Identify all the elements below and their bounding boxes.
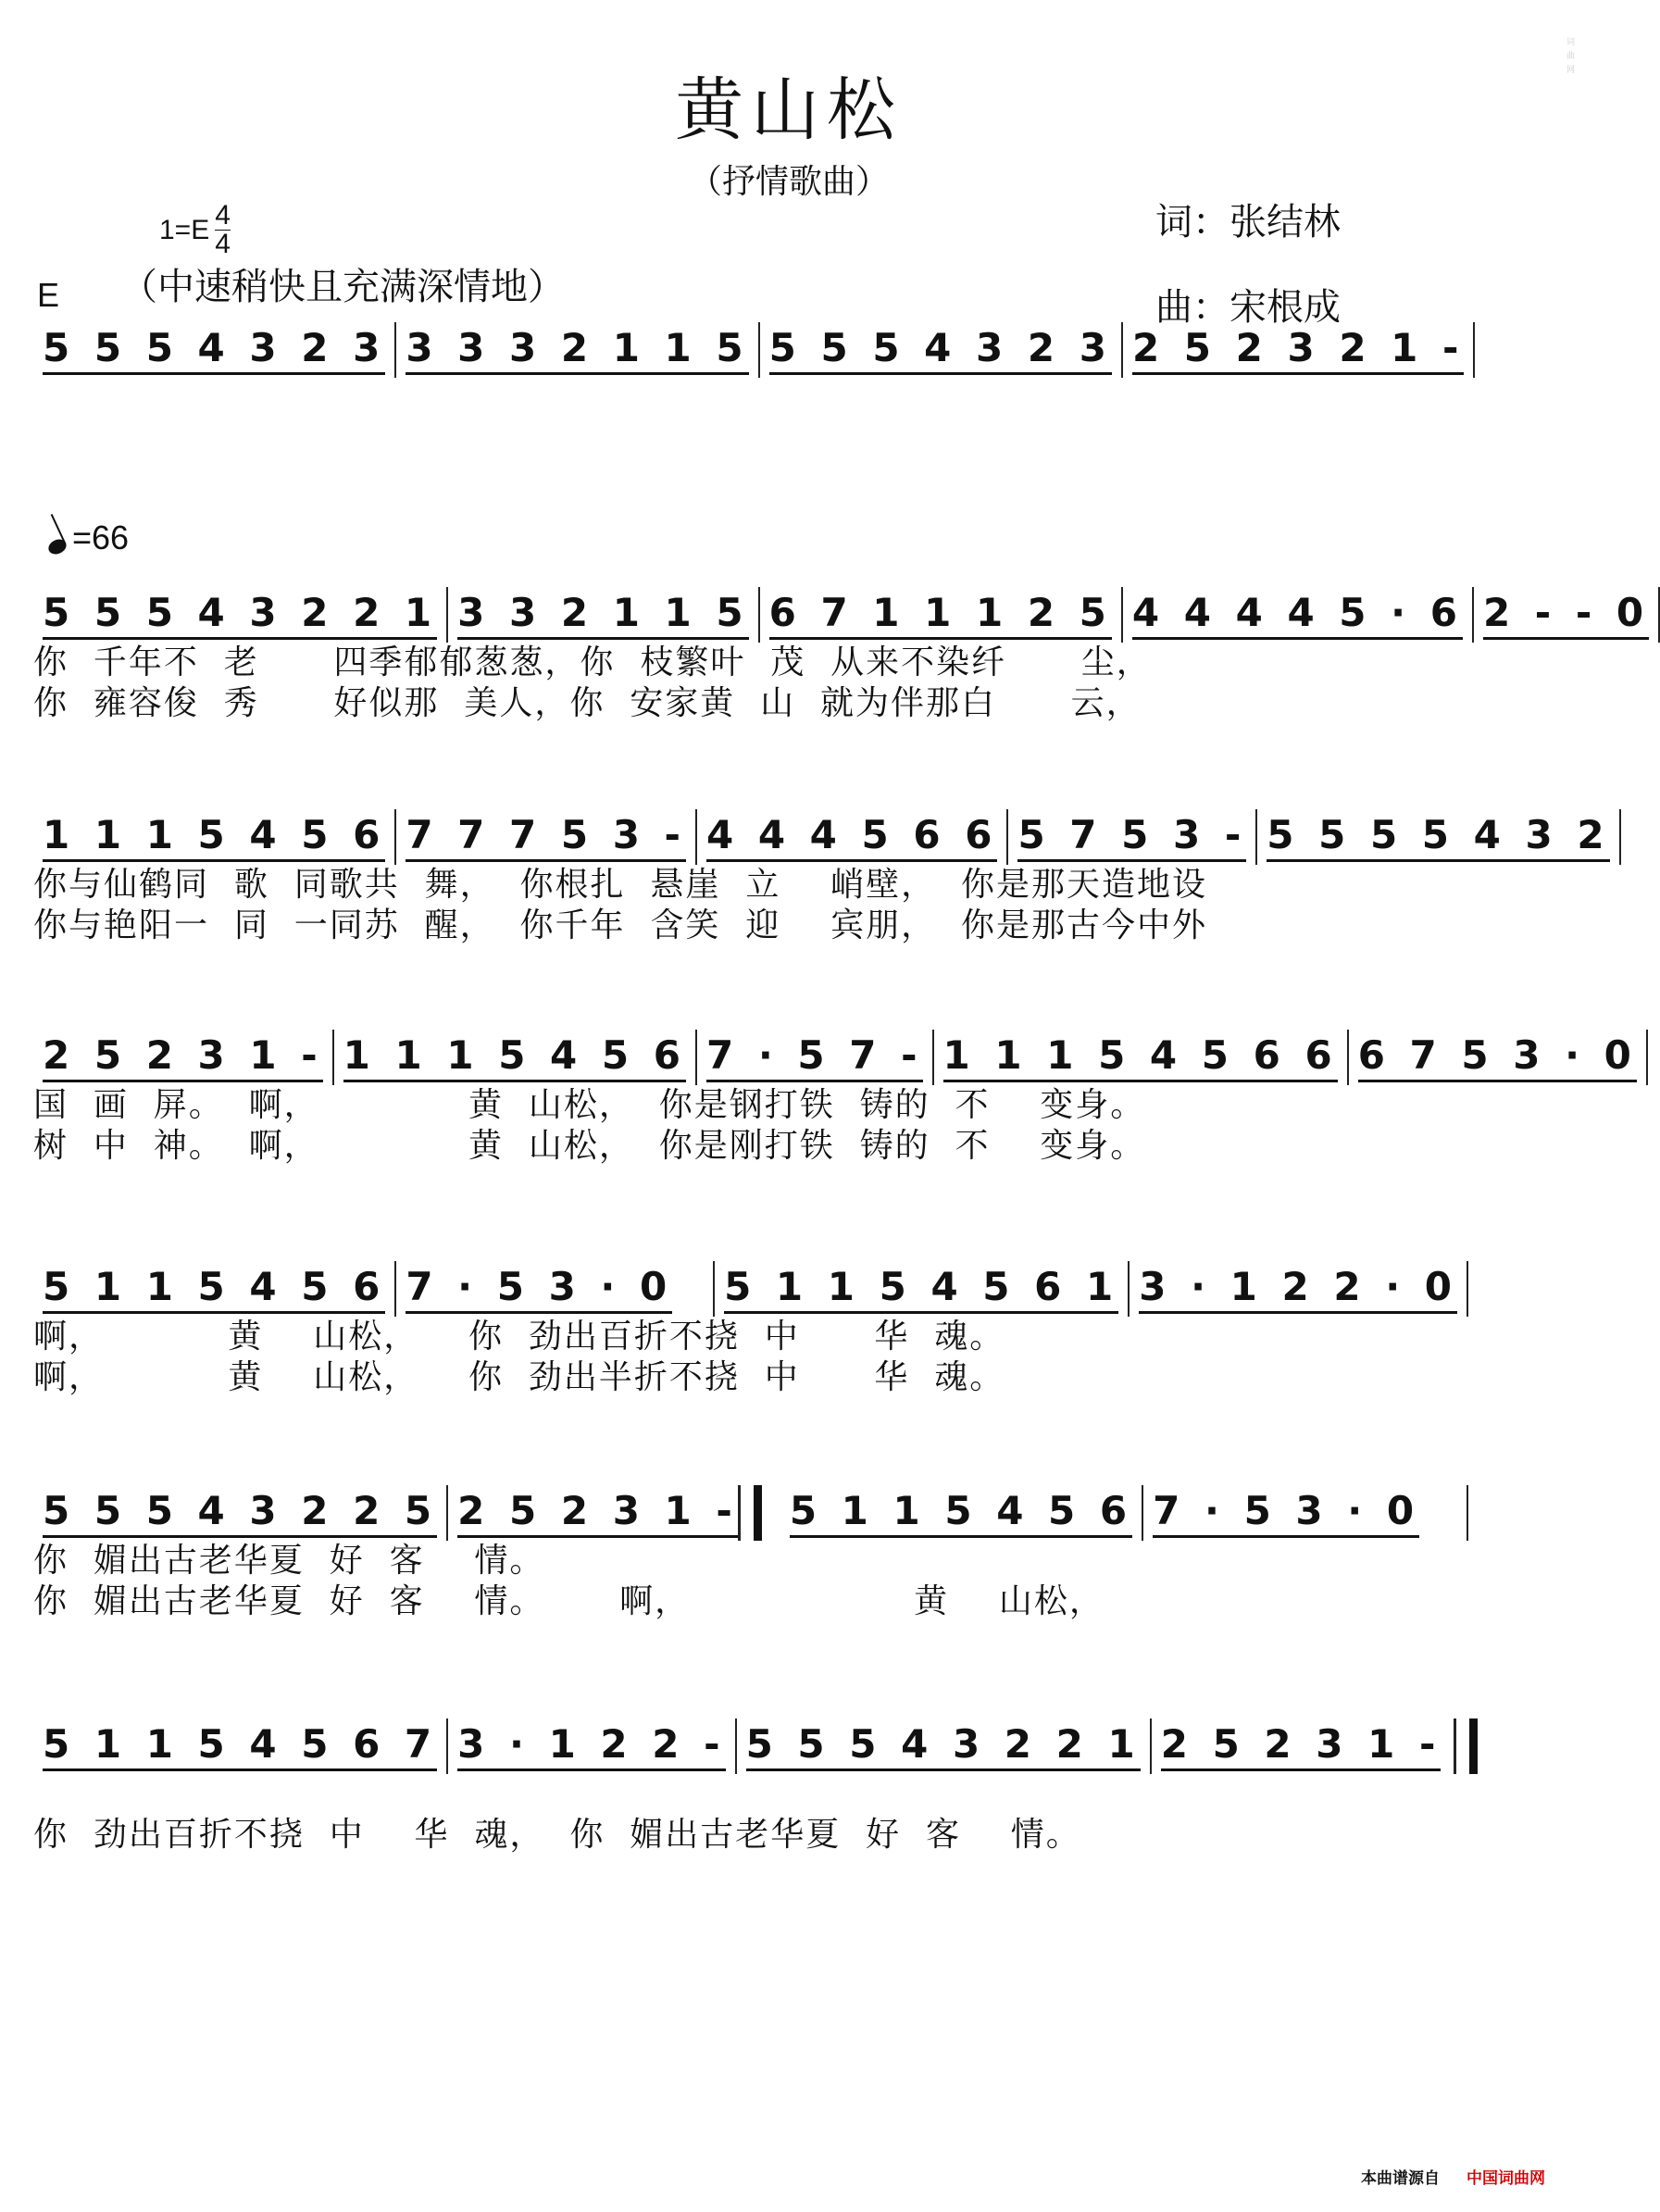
key-prefix: 1=E — [159, 214, 210, 245]
measure-notes: 7 7 7 5 3 - — [406, 812, 686, 862]
measure — [1143, 1485, 1468, 1541]
measure-notes: 1 1 1 5 4 5 6 — [43, 812, 385, 862]
measure-notes: 5 5 5 4 3 2 3 — [43, 325, 385, 375]
notation-line — [33, 587, 1650, 643]
system-1 — [33, 322, 1468, 378]
measure — [715, 1261, 1130, 1317]
lyric-verse-2: 你与艳阳一 同 一同苏 醒， 你千年 含笑 迎 宾朋， 你是那古今中外 — [33, 906, 1207, 944]
lyric-verse-1: 你 媚出古老华夏 好 客 情。 — [33, 1542, 545, 1580]
measure — [334, 1030, 697, 1085]
measure-notes: 2 5 2 3 1 - — [43, 1032, 323, 1082]
notation-line — [33, 1485, 1468, 1541]
lyric-verse-1: 国 画 屏。 啊， 黄 山松， 你是钢打铁 铸的 不 变身。 — [33, 1086, 1146, 1124]
time-numerator: 4 — [215, 200, 231, 231]
measure — [1349, 1030, 1648, 1085]
measure-notes: 5 7 5 3 - — [1017, 812, 1246, 862]
measure-notes: 1 1 1 5 4 5 6 6 — [943, 1032, 1338, 1082]
measure — [934, 1030, 1349, 1085]
measure-notes: 3 3 3 2 1 1 5 — [406, 325, 748, 375]
measure — [760, 587, 1123, 643]
side-watermark: 词曲网 — [1565, 37, 1574, 79]
measure-notes: 3 · 1 2 2 - — [457, 1721, 725, 1771]
measure-notes: 6 7 1 1 1 2 5 — [769, 590, 1112, 640]
system-7 — [33, 1718, 1468, 1856]
measure-notes: 5 5 5 4 3 2 3 — [769, 325, 1112, 375]
system-6 — [33, 1485, 1468, 1622]
measure — [33, 1485, 448, 1541]
system-3 — [33, 809, 1610, 946]
measure — [1123, 322, 1476, 378]
measure-notes: 2 - - 0 — [1483, 590, 1649, 640]
measure-notes: 7 · 5 3 · 0 — [406, 1264, 672, 1314]
lyric-verse-1: 你 千年不 老 四季郁郁葱葱，你 枝繁叶 茂 从来不染纤 尘， — [33, 644, 1152, 681]
song-title: 黄山松 — [675, 70, 903, 150]
tempo-marking — [48, 519, 129, 557]
measure-notes: 4 4 4 4 5 · 6 — [1132, 590, 1463, 640]
measure — [1130, 1261, 1468, 1317]
lyric-verse-1: 啊， 黄 山松， 你 劲出百折不挠 中 华 魂。 — [33, 1318, 1005, 1356]
notation-line — [33, 1718, 1468, 1774]
measure — [1474, 587, 1660, 643]
measure — [396, 1261, 715, 1317]
notation-line — [33, 1261, 1468, 1317]
measure-notes: 7 · 5 7 - — [706, 1032, 923, 1082]
measure-notes: 5 1 1 5 4 5 6 — [790, 1488, 1132, 1538]
composer-credit: 曲：宋根成 — [1155, 286, 1341, 329]
measure — [1123, 587, 1474, 643]
measure — [780, 1485, 1143, 1541]
notation-line — [33, 1030, 1637, 1085]
measure-notes: 5 1 1 5 4 5 6 — [43, 1264, 385, 1314]
song-subtitle: （抒情歌曲） — [688, 163, 889, 201]
measure — [448, 587, 759, 643]
measure — [448, 1718, 736, 1774]
measure-notes: 7 · 5 3 · 0 — [1153, 1488, 1419, 1538]
measure-notes: 6 7 5 3 · 0 — [1358, 1032, 1637, 1082]
repeat-barline — [738, 1485, 762, 1541]
measure — [33, 322, 396, 378]
measure — [33, 1261, 396, 1317]
measure-notes: 3 3 2 1 1 5 — [457, 590, 748, 640]
lyric-verse-2: 你 雍容俊 秀 好似那 美人，你 安家黄 山 就为伴那白 云， — [33, 684, 1142, 722]
time-denominator: 4 — [215, 229, 231, 259]
footer-site-link[interactable]: 中国词曲网 — [1467, 2169, 1545, 2188]
footer-source: 本曲谱源自 — [1361, 2169, 1440, 2188]
measure-notes: 1 1 1 5 4 5 6 — [343, 1032, 686, 1082]
lyric-verse-2: 树 中 神。 啊， 黄 山松， 你是刚打铁 铸的 不 变身。 — [33, 1127, 1146, 1165]
section-label: E — [37, 276, 60, 314]
lyricist-credit: 词：张结林 — [1155, 201, 1341, 244]
measure-notes: 5 1 1 5 4 5 6 7 — [43, 1721, 437, 1771]
quarter-note-icon — [46, 536, 69, 556]
measure — [33, 1718, 448, 1774]
lyric-verse-1: 你 劲出百折不挠 中 华 魂， 你 媚出古老华夏 好 客 情。 — [33, 1816, 1081, 1854]
measure — [33, 1030, 334, 1085]
measure — [737, 1718, 1152, 1774]
measure-notes: 4 4 4 5 6 6 — [706, 812, 997, 862]
notation-line — [33, 809, 1610, 865]
measure — [33, 587, 448, 643]
measure-notes: 5 5 5 4 3 2 2 5 — [43, 1488, 437, 1538]
measure-notes: 2 5 2 3 1 - — [457, 1488, 738, 1538]
system-2 — [33, 587, 1650, 724]
notation-line — [33, 322, 1468, 378]
lyric-verse-1: 你与仙鹤同 歌 同歌共 舞， 你根扎 悬崖 立 峭壁， 你是那天造地设 — [33, 866, 1207, 904]
measure-notes: 5 5 5 5 4 3 2 — [1267, 812, 1609, 862]
measure — [33, 809, 396, 865]
measure-notes: 2 5 2 3 1 - — [1161, 1721, 1442, 1771]
lyric-verse-2: 啊， 黄 山松， 你 劲出半折不挠 中 华 魂。 — [33, 1358, 1005, 1396]
lyric-verse-2: 你 媚出古老华夏 好 客 情。 啊， 黄 山松， — [33, 1582, 1105, 1620]
measure-notes: 2 5 2 3 2 1 - — [1132, 325, 1465, 375]
measure — [697, 809, 1008, 865]
measure-notes: 5 5 5 4 3 2 2 1 — [43, 590, 437, 640]
tempo-description: （中速稍快且充满深情地） — [120, 266, 565, 308]
measure — [1008, 809, 1257, 865]
measure — [760, 322, 1123, 378]
measure — [1152, 1718, 1488, 1774]
system-5 — [33, 1261, 1468, 1398]
measure — [396, 809, 697, 865]
system-4 — [33, 1030, 1637, 1167]
measure — [448, 1485, 780, 1541]
measure — [1257, 809, 1620, 865]
measure — [697, 1030, 934, 1085]
tempo-value: =66 — [72, 519, 130, 556]
final-barline — [1454, 1718, 1478, 1774]
measure — [396, 322, 759, 378]
measure-notes: 5 1 1 5 4 5 6 1 — [724, 1264, 1118, 1314]
measure-notes: 3 · 1 2 2 · 0 — [1139, 1264, 1457, 1314]
time-signature — [215, 202, 231, 258]
key-signature — [159, 202, 231, 258]
measure-notes: 5 5 5 4 3 2 2 1 — [746, 1721, 1141, 1771]
